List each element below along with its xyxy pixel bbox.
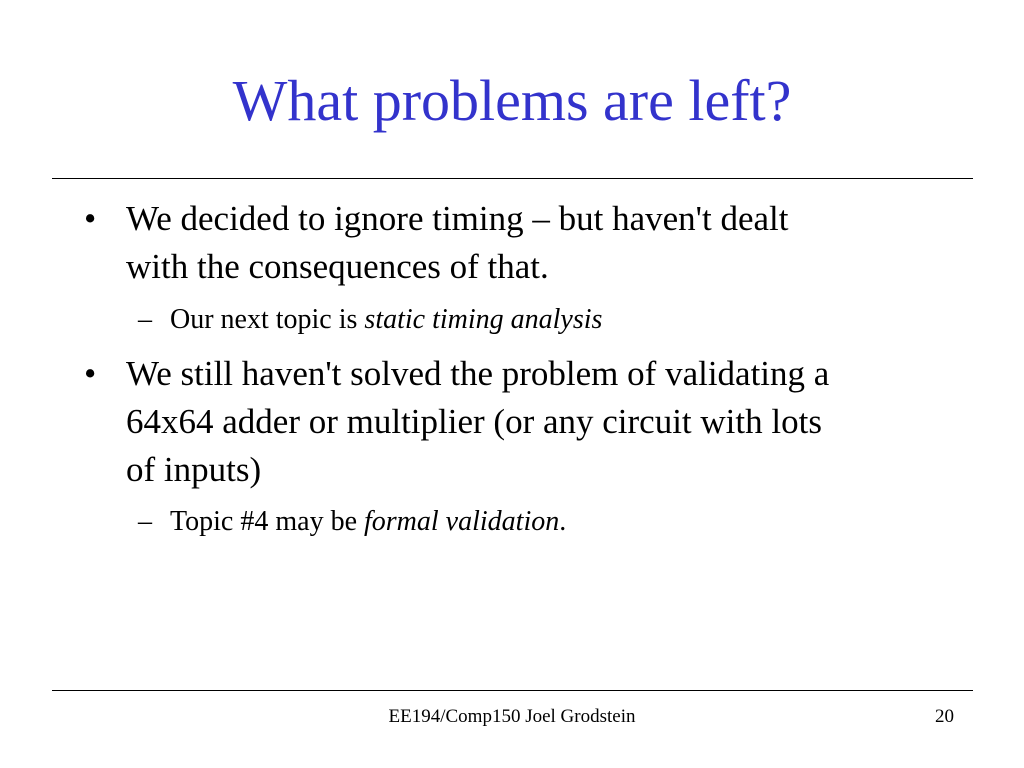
sub-bullet-emphasis: static timing analysis	[364, 304, 603, 335]
page-number: 20	[935, 706, 954, 727]
bullet-item-2	[126, 350, 946, 494]
sub-bullet-text: Topic #4 may be	[170, 506, 364, 537]
bullet-marker: •	[84, 199, 97, 238]
sub-bullet-marker: –	[138, 506, 152, 537]
bullet-item-1	[126, 195, 946, 291]
bullet-line: We decided to ignore timing – but haven't dealt	[126, 199, 789, 238]
sub-bullet-marker: –	[138, 304, 152, 335]
bullet-marker: •	[84, 354, 97, 393]
sub-bullet-emphasis: formal validation	[364, 506, 560, 537]
slide-title: What problems are left?	[232, 68, 792, 133]
sub-bullet-item-1	[170, 302, 602, 338]
bullet-line: of inputs)	[126, 450, 262, 489]
sub-bullet-item-2	[170, 504, 566, 540]
sub-bullet-text: Our next topic is	[170, 304, 365, 335]
bullet-line: We still haven't solved the problem of validating a	[126, 354, 830, 393]
bullet-line: 64x64 adder or multiplier (or any circuit with lots	[126, 402, 822, 441]
footer-divider	[52, 690, 973, 691]
sub-bullet-suffix: .	[559, 506, 567, 537]
footer-course-author: EE194/Comp150 Joel Grodstein	[388, 706, 636, 727]
bullet-line: with the consequences of that.	[126, 247, 549, 286]
title-divider	[52, 178, 973, 179]
